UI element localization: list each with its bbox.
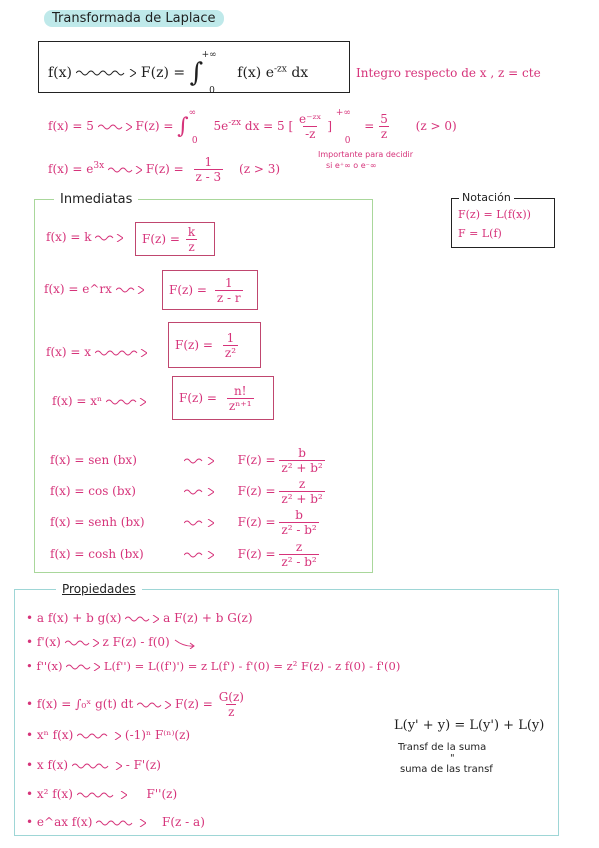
bullet: • [26,611,34,625]
notacion-line-1: F(z) = L(f(x)) [458,208,531,221]
wavy-arrow-icon [184,488,214,496]
definition-formula: f(x) F(z) = ∫ +∞ $_0$ f(x) $e^{-zx}$ dx [48,50,309,96]
bullet: • [26,635,34,649]
example-exponential: $f(x) = e^{3x}$ F(z) = $\frac{1}{z - 3}$ (z > 3) [48,155,281,184]
wavy-arrow-icon [96,819,146,827]
bracket-fraction: $\frac{\text{e⁻ᶻˣ}}{-z}$ [299,112,322,141]
wavy-arrow-icon [72,762,122,770]
wavy-arrow-icon [184,457,214,465]
inmediata-result-constant: F(z) = $\frac{k}{z}$ [135,222,215,256]
wavy-arrow-icon [184,551,214,559]
integral-sign: ∫ [177,114,189,139]
wavy-arrow-icon [77,791,127,799]
inmediata-row-sen: f(x) = sen (bx) F(z) = $\frac{b}{\text{z² + b²}}$ [50,446,323,475]
inmediata-row-power: f(x) = xⁿ [52,394,146,408]
wavy-arrow-icon [116,286,144,294]
propiedad-derivada: • f'(x) z F(z) - f(0) [26,635,196,649]
wavy-arrow-icon [98,123,132,131]
curved-arrow-icon [174,637,196,649]
result-fraction: $\frac{1}{z - r}$ [216,275,241,305]
notacion-heading: Notación [459,191,514,204]
wavy-arrow-icon [108,166,142,174]
wavy-arrow-icon [77,732,121,740]
inmediata-row-linear: f(x) = x [46,345,147,359]
wavy-arrow-icon [66,663,100,671]
bullet: • [26,659,33,673]
inmediata-row-cosh: f(x) = cosh (bx) F(z) = $\frac{z}{\text{z² - b²}}$ [50,540,317,569]
bullet: • [26,728,34,742]
wavy-arrow-icon [106,398,146,406]
inmediata-result-exponential: F(z) = $\frac{1}{z - r}$ [162,270,258,310]
inmediata-row-exponential: f(x) = e^rx [44,282,144,296]
inmediata-result-linear: F(z) = $\frac{1}{\text{z²}}$ [168,322,261,368]
propiedades-heading: Propiedades [56,582,142,596]
side-note-equation: L(y' + y) = L(y') + L(y) [394,718,545,733]
propiedad-exponencial: • e^ax f(x) F(z - a) [26,815,205,829]
wavy-arrow-icon [65,639,99,647]
notacion-box [451,198,555,248]
propiedad-xn: • xⁿ f(x) (-1)ⁿ F⁽ⁿ⁾(z) [26,728,191,742]
propiedad-linealidad: • a f(x) + b g(x) a F(z) + b G(z) [26,611,253,625]
result-fraction: $\frac{n!}{\text{zⁿ⁺¹}}$ [228,383,252,413]
inmediata-result-power: F(z) = $\frac{n!}{\text{zⁿ⁺¹}}$ [172,376,274,420]
side-note-ditto: " [450,753,455,764]
inmediata-row-cos: f(x) = cos (bx) F(z) = $\frac{z}{\text{z² + b²}}$ [50,477,323,506]
inmediatas-heading: Inmediatas [54,192,138,207]
inmediata-row-constant: f(x) = k [46,230,123,244]
bullet: • [26,758,34,772]
side-note-line-1: Transf de la suma [398,742,487,753]
wavy-arrow-icon [95,349,147,357]
propiedad-x: • x f(x) - F'(z) [26,758,161,772]
result-fraction: $\frac{b}{\text{z² - b²}}$ [281,508,317,537]
result-fraction: $\frac{1}{z - 3}$ [195,155,222,184]
result-fraction: $\frac{k}{z}$ [187,224,196,254]
bullet: • [26,787,34,801]
wavy-arrow-icon [95,234,123,242]
wavy-arrow-icon [184,519,214,527]
notacion-line-2: F = L(f) [458,227,502,240]
propiedad-segunda-derivada: • f''(x) L(f'') = L((f')') = z L(f') - f'(0) = z² F(z) - z f(0) - f'(0) [26,659,401,673]
propiedad-integral: • f(x) = ∫₀ˣ g(t) dt F(z) = $\frac{G(z)}{z}$ [26,690,244,719]
inmediata-row-senh: f(x) = senh (bx) F(z) = $\frac{b}{\text{z² - b²}}$ [50,508,317,537]
result-fraction: $\frac{5}{z}$ [380,112,388,141]
result-fraction: $\frac{G(z)}{z}$ [218,690,244,719]
result-fraction: $\frac{1}{\text{z²}}$ [224,330,237,360]
importance-note: Importante para decidir si e⁺∞ o e⁻∞ [318,150,414,170]
wavy-arrow-icon [137,701,171,709]
result-fraction: $\frac{z}{\text{z² - b²}}$ [281,540,317,569]
result-fraction: $\frac{b}{\text{z² + b²}}$ [281,446,323,475]
wavy-arrow-icon [76,69,136,77]
result-fraction: $\frac{z}{\text{z² + b²}}$ [281,477,323,506]
page-title: Transformada de Laplace [44,11,224,26]
bullet: • [26,697,34,711]
definition-note: Integro respecto de x , z = cte [356,66,541,80]
example-constant: f(x) = 5 F(z) = ∫ ∞ $_0$ $5e^{-zx}$ dx = 5 [ $\frac{\text{e⁻ᶻˣ}}{-z}$ ] +∞ $_0$ = $\frac{5}{z}$ (z > 0) [48,108,457,147]
bullet: • [26,815,34,829]
integral-sign: ∫ [189,58,204,88]
propiedad-x2: • x² f(x) F''(z) [26,787,178,801]
wavy-arrow-icon [125,615,159,623]
side-note-line-2: suma de las transf [400,764,493,775]
